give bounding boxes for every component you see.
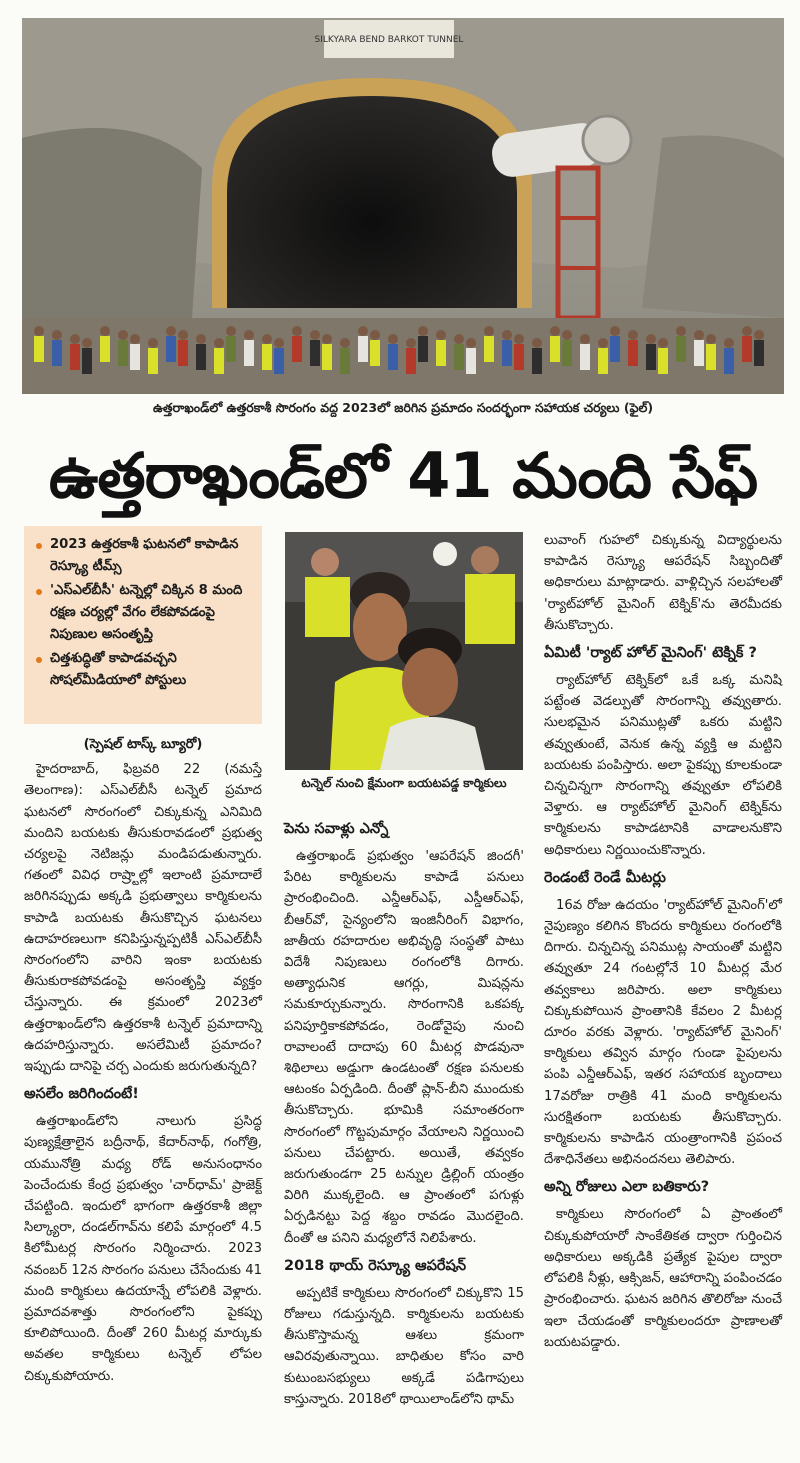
crowd-person [550, 336, 560, 362]
crowd-person-head [418, 326, 428, 336]
crowd-person-head [244, 330, 254, 340]
crowd-person-head [610, 326, 620, 336]
section-heading: అన్ని రోజులు ఎలా బతికారు? [544, 1179, 710, 1196]
top-photo-caption: ఉత్తరాఖండ్‌లో ఉత్తరకాశీ సొరంగం వద్ద 2023లో జరిగిన ప్రమాదం సందర్భంగా సహాయక చర్యలు (ఫైల్‌) [152, 400, 654, 415]
crowd-person-head [226, 326, 236, 336]
crowd-person [658, 348, 668, 374]
crowd-person [100, 336, 110, 362]
crowd-person-head [34, 326, 44, 336]
crowd-person [598, 348, 608, 374]
crowd-person-head [754, 330, 764, 340]
crowd-person-head [370, 330, 380, 340]
highlight-item: 2023 ఉత్తరకాశీ ఘటనలో కాపాడిన రెస్క్యూ టీమ్స్‌ [34, 534, 254, 578]
crowd-person-head [178, 330, 188, 340]
crowd-person-head [484, 326, 494, 336]
crowd-person-head [454, 334, 464, 344]
crowd-person [292, 336, 302, 362]
crowd-person [436, 340, 446, 366]
rescued-workers-photo [285, 532, 523, 770]
crowd-person [70, 344, 80, 370]
crowd-person-head [70, 334, 80, 344]
crowd-person [148, 348, 158, 374]
crowd-person [130, 344, 140, 370]
crowd-person-head [274, 338, 284, 348]
crowd-person [226, 336, 236, 362]
crowd-person-head [340, 338, 350, 348]
crowd-person [322, 344, 332, 370]
crowd-person-head [676, 326, 686, 336]
crowd-person [562, 340, 572, 366]
crowd-person [580, 344, 590, 370]
highlight-item: చిత్తశుద్ధితో కాపాడవచ్చని సోషల్‌మీడియాలో పోస్టులు [34, 648, 254, 692]
crowd-person-head [292, 326, 302, 336]
rescue-site-photo [22, 18, 784, 394]
crowd-person [166, 336, 176, 362]
section-heading: పెను సవాళ్లు ఎన్నో [284, 821, 389, 837]
intro-paragraph: హైదరాబాద్‌, ఫిబ్రవరి 22 (నమస్తే తెలంగాణ): ఎస్‌ఎల్‌బీసీ టన్నెల్‌ ప్రమాద ఘటనలో సొరంగంలో చిక్కుకున్న ఎనిమిది మందిని బయటకు తీసుకురావడంలో ప్రభుత్వ చర్యలపై నెటిజన్లు మండిపడుతున్నారు. గతంలో వివిధ రాష్ర్టాల్లో ఇలాంటి ప్రమాదాలే జరిగినప్పుడు అక్కడి ప్రభుత్వాలు కార్మికులను కాపాడి బయటకు తీసుకొచ్చిన ఘటనలు ఉదాహరణలుగా కనిపిస్తున్నప్పటికీ ఎస్‌ఎల్‌బీసీ సొరంగంలోని వారిని ఇంకా బయటకు తీసుకురాకపోవడంపై అసంతృప్తి వ్యక్తం చేస్తున్నారు. ఈ క్రమంలో 2023లో ఉత్తరాఖండ్‌లోని ఉత్తరకాశీ టన్నెల్‌ ప్రమాదాన్ని ఉదహరిస్తున్నారు. అసలేమిటీ ప్రమాదం? ఇప్పుడు దానిపై చర్చ ఎందుకు జరుగుతున్నది? [24, 762, 262, 1075]
highlights-box [24, 526, 262, 724]
crowd-person [34, 336, 44, 362]
crowd-person-head [406, 338, 416, 348]
headline: ఉత్తరాఖండ్‌లో 41 మంది సేఫ్‌ [48, 439, 758, 512]
crowd-person-head [166, 326, 176, 336]
crowd-person-head [214, 338, 224, 348]
mid-photo-caption: టన్నెల్‌ నుంచి క్షేమంగా బయటపడ్డ కార్మికులు [301, 776, 507, 790]
crowd-person [178, 340, 188, 366]
crowd-person-head [466, 338, 476, 348]
crowd-person-head [310, 330, 320, 340]
section-heading: 2018 థాయ్‌ రెస్క్యూ ఆపరేషన్‌ [284, 1257, 467, 1274]
crowd-person-head [388, 334, 398, 344]
crowd-person [340, 348, 350, 374]
crowd-person [466, 348, 476, 374]
column-1 [24, 730, 262, 1391]
crowd-person-head [436, 330, 446, 340]
byline: (స్పెషల్‌ టాస్క్‌ బ్యూరో) [83, 737, 203, 752]
crowd-person [706, 344, 716, 370]
crowd-person [388, 344, 398, 370]
crowd-person [244, 340, 254, 366]
crowd-person [532, 348, 542, 374]
crowd-person-head [262, 334, 272, 344]
section-heading: రెండంటే రెండే మీటర్లు [544, 869, 666, 886]
section-heading: ఏమిటీ 'ర్యాట్‌ హోల్‌ మైనింగ్‌' టెక్నిక్‌ ? [544, 645, 757, 662]
crowd-person [676, 336, 686, 362]
crowd-person-head [130, 334, 140, 344]
crowd-person [406, 348, 416, 374]
crowd-person [82, 348, 92, 374]
crowd-person [754, 340, 764, 366]
crowd-person [724, 348, 734, 374]
crowd-person-head [550, 326, 560, 336]
crowd-person-head [196, 334, 206, 344]
body-paragraph: అప్పటికే కార్మికులు సొరంగంలో చిక్కుకొని 15 రోజులు గడుస్తున్నది. కార్మికులను బయటకు తీసుకొస్తామన్న ఆశలు క్రమంగా ఆవిరవుతున్నాయి. బాధితుల కోసం వారి కుటుంబసభ్యులు అక్కడే పడిగాపులు కాస్తున్నారు. 2018లో థాయిలాండ్‌లోని థామ్‌ [284, 1285, 524, 1407]
crowd-person-head [358, 326, 368, 336]
crowd-person-head [82, 338, 92, 348]
crowd-person-head [724, 338, 734, 348]
crowd-person [610, 336, 620, 362]
crowd-person-head [694, 330, 704, 340]
crowd-person [646, 344, 656, 370]
crowd-person-head [658, 338, 668, 348]
sign-text: SILKYARA BEND BARKOT TUNNEL [314, 35, 464, 45]
crowd-person-head [646, 334, 656, 344]
crowd-person-head [580, 334, 590, 344]
body-paragraph: 16వ రోజు ఉదయం 'ర్యాట్‌హోల్‌ మైనింగ్‌'లో నైపుణ్యం కలిగిన కొందరు కార్మికులు రంగంలోకి దిగారు. చిన్నచిన్న పనిముట్ల సాయంతో మట్టిని తవ్వుతూ 24 గంటల్లోనే 10 మీటర్ల మేర తవ్వకాలు జరిపారు. అలా కార్మికులు చిక్కుకుపోయిన ప్రాంతానికి కేవలం 2 మీటర్ల దూరం వరకు వెళ్లారు. 'ర్యాట్‌హోల్‌ మైనింగ్‌' కార్మికులు తవ్విన మార్గం గుండా పైపులను పంపి ఎన్డీఆర్‌ఎఫ్‌, ఇతర సహాయక బృందాలు 17వరోజు రాత్రికి 41 మంది కార్మికులను సురక్షితంగా బయటకు తీసుకొచ్చారు. కార్మికులను కాపాడిన యంత్రాంగానికి ప్రపంచ దేశాధినేతలు అభినందనలు తెలిపారు. [544, 897, 782, 1168]
crowd-person [262, 344, 272, 370]
crowd-person [454, 344, 464, 370]
crowd-person [358, 336, 368, 362]
rescued-workers-illustration [285, 532, 523, 770]
crowd-person [742, 336, 752, 362]
column-2 [284, 812, 524, 1414]
crowd-person [52, 340, 62, 366]
crowd-person [310, 340, 320, 366]
crowd-person-head [562, 330, 572, 340]
crowd-person-head [514, 334, 524, 344]
crowd-person-head [706, 334, 716, 344]
body-paragraph: లువాంగ్‌ గుహలో చిక్కుకున్న విద్యార్థులను కాపాడిన రెస్క్యూ ఆపరేషన్‌ సిబ్బందితో అధికారులు మాట్లాడారు. వాళ్లిచ్చిన సలహాలతో 'ర్యాట్‌హోల్‌ మైనింగ్‌ టెక్నిక్‌'ను తెరమీదకు తీసుకొచ్చారు. [544, 533, 782, 633]
crowd-person-head [502, 330, 512, 340]
crowd-person [214, 348, 224, 374]
crowd-person [118, 340, 128, 366]
highlight-item: 'ఎస్‌ఎల్‌బీసీ' టన్నెల్లో చిక్కిన 8 మంది రక్షణ చర్యల్లో వేగం లేకపోవడంపై నిపుణుల అసంతృప్తి [34, 580, 254, 646]
crowd-person-head [148, 338, 158, 348]
crowd-person [196, 344, 206, 370]
crowd-person-head [598, 338, 608, 348]
crowd-person-head [532, 338, 542, 348]
crowd-person-head [742, 326, 752, 336]
crowd-person [274, 348, 284, 374]
body-paragraph: కార్మికులు సొరంగంలో ఏ ప్రాంతంలో చిక్కుకుపోయారో సాంకేతికత ద్వారా గుర్తించిన అధికారులు అక్కడికి ప్రత్యేక పైపుల ద్వారా లోపలికి నీళ్లు, ఆక్సిజన్‌, ఆహారాన్ని పంపించడం ప్రారంభించారు. ఘటన జరిగిన తొలిరోజు నుంచే ఇలా చేయడంతో కార్మికులందరూ ప్రాణాలతో బయటపడ్డారు. [544, 1207, 782, 1350]
crowd-person-head [628, 330, 638, 340]
tunnel-rescue-illustration [22, 18, 784, 394]
body-paragraph: ర్యాట్‌హోల్‌ టెక్నిక్‌లో ఒకే ఒక్క మనిషి పట్టేంత వెడల్పుతో సొరంగాన్ని తవ్వుతారు. సులభమైన పనిముట్లతో ఒకరు మట్టిని తవ్వుతుంటే, వెనుక ఉన్న వ్యక్తి ఆ మట్టిని బయటకు పంపిస్తారు. అలా పైకప్పు కూలకుండా చిన్నచిన్నగా సొరంగాన్ని తవ్వుతూ లోపలికి వెళ్తారు. ఆ ర్యాట్‌హోల్‌ మైనింగ్‌ టెక్నిక్‌ను కార్మికులను కాపాడటానికి వాడాలనుకొని అధికారులు నిర్ణయించుకొన్నారు. [544, 673, 782, 858]
crowd-person [370, 340, 380, 366]
body-paragraph: ఉత్తరాఖండ్‌లోని నాలుగు ప్రసిద్ధ పుణ్యక్షేత్రాలైన బద్రీనాథ్‌, కేదార్‌నాథ్‌, గంగోత్రి, యమునోత్రి మధ్య రోడ్‌ అనుసంధానం పెంచేందుకు కేంద్ర ప్రభుత్వం 'చార్‌ధామ్‌' ప్రాజెక్ట్‌ చేపట్టింది. ఇందులో భాగంగా ఉత్తరకాశీ జిల్లా సిల్క్యారా, దండల్‌గావ్‌ను కలిపే మార్గంలో 4.5 కిలోమీటర్ల సొరంగం నిర్మించారు. 2023 నవంబర్‌ 12న సొరంగం పనులు చేసేందుకు 41 మంది కార్మికులు ఉదయాన్నే లోపలికి వెళ్లారు. ప్రమాదవశాత్తు సొరంగంలోని పైకప్పు కూలిపోయింది. దీంతో 260 మీటర్ల మార్కుకు అవతల కార్మికులు టన్నెల్‌ లోపల చిక్కుకుపోయారు. [24, 1114, 262, 1384]
crowd-person [484, 336, 494, 362]
crowd-person [628, 340, 638, 366]
crowd-person-head [100, 326, 110, 336]
section-heading: అసలేం జరిగిందంటే! [24, 1086, 139, 1103]
crowd-person [502, 340, 512, 366]
crowd-person [418, 336, 428, 362]
crowd-person [514, 344, 524, 370]
column-3 [544, 530, 782, 1357]
crowd-person-head [118, 330, 128, 340]
crowd-person [694, 340, 704, 366]
crowd-person-head [52, 330, 62, 340]
crowd-person-head [322, 334, 332, 344]
body-paragraph: ఉత్తరాఖండ్‌ ప్రభుత్వం 'ఆపరేషన్‌ జిందగీ' పేరిట కార్మికులను కాపాడే పనులు ప్రారంభించింది. ఎన్డీఆర్‌ఎఫ్‌, ఎస్డీఆర్‌ఎఫ్‌, బీఆర్‌వో, సైన్యంలోని ఇంజినీరింగ్‌ విభాగం, జాతీయ రహదారుల అభివృద్ధి సంస్థతో పాటు విదేశీ నిపుణులు రంగంలోకి దిగారు. అత్యాధునిక ఆగర్లు, మిషన్లను సమకూర్చుకున్నారు. సొరంగానికి ఒకపక్క పనిపూర్తికాకపోవడం, రెండోవైపు నుంచి రావాలంటే దాదాపు 60 మీటర్ల పొడవునా శిథిలాలు అడ్డుగా ఉండటంతో రక్షణ పనులకు ఆటంకం ఏర్పడింది. దీంతో ప్లాన్‌-బీని ముందుకు తీసుకొచ్చారు. భూమికి సమాంతరంగా సొరంగంలో గొట్టపుమార్గం వేయాలని నిర్ణయించి పనులు చేపట్టారు. అయితే, తవ్వకం జరుగుతుండగా 25 టన్నుల డ్రిల్లింగ్‌ యంత్రం విరిగి ముక్కలైంది. ఆ ప్రాంతంలో పగుళ్లు ఏర్పడినట్టు పెద్ద శబ్దం రావడం మొదలైంది. దీంతో ఆ పనిని మధ్యలోనే నిలిపేశారు. [284, 849, 524, 1246]
